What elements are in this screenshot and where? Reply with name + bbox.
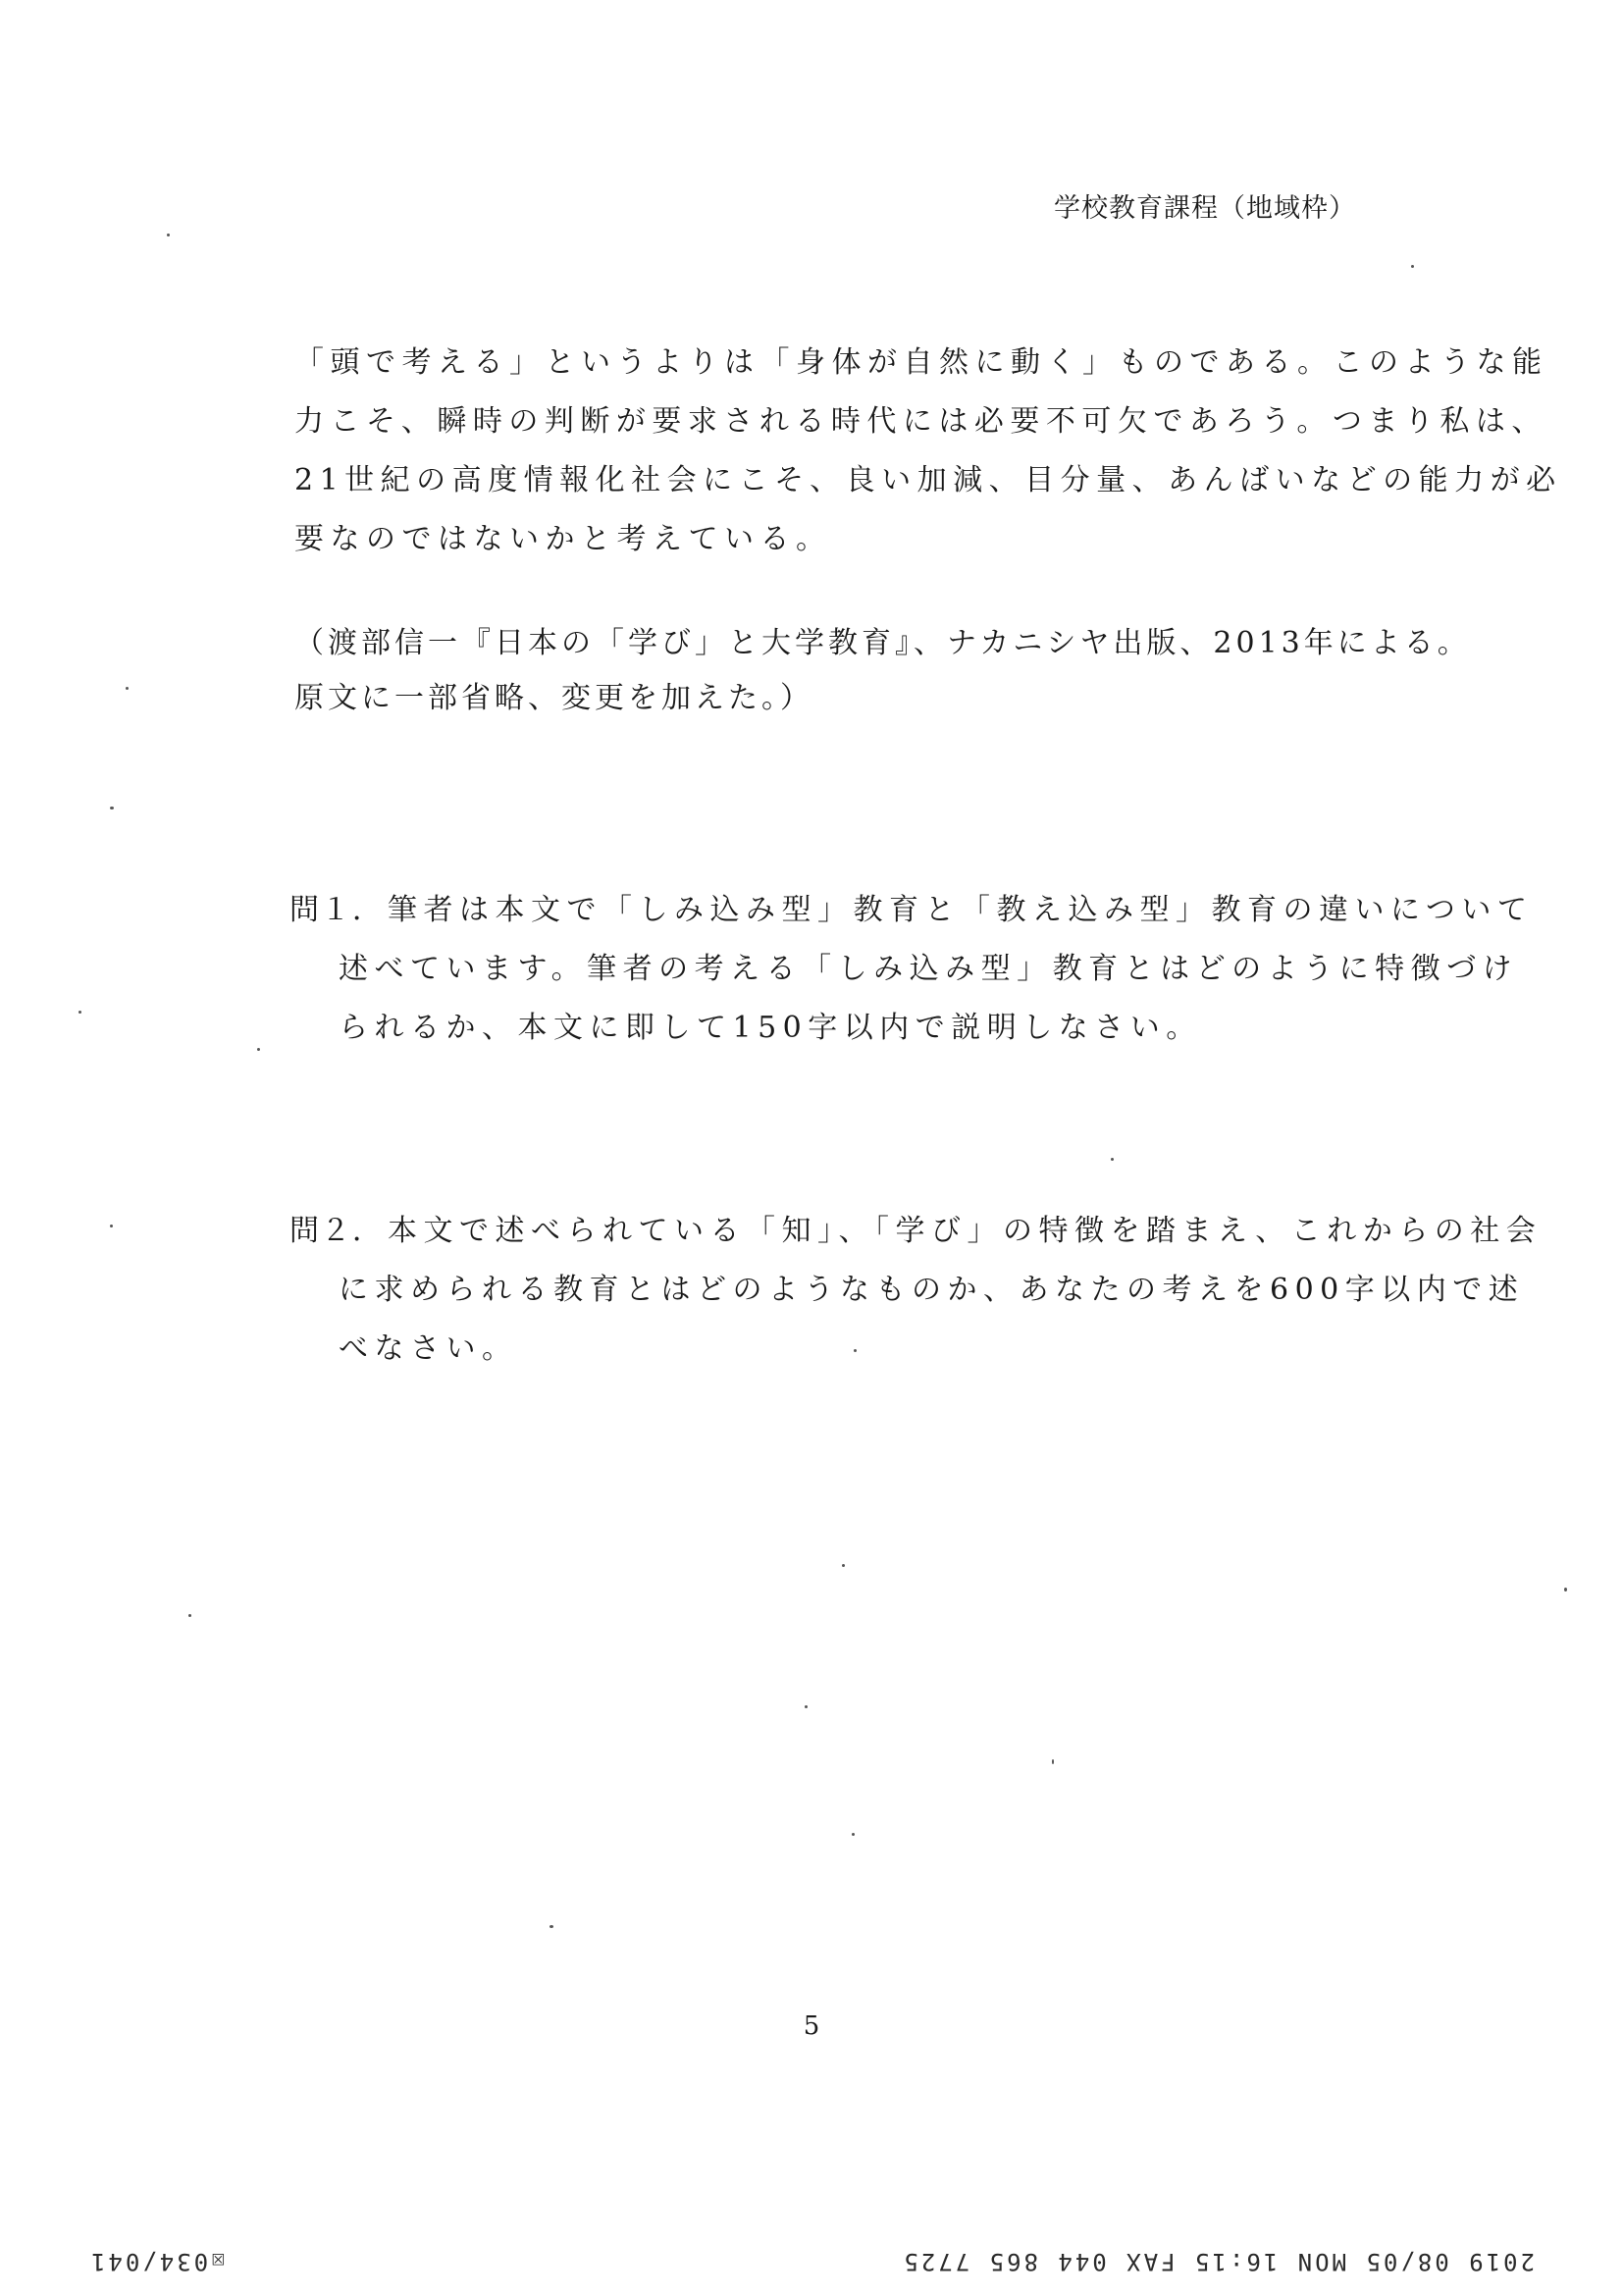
scan-speck — [854, 1349, 857, 1352]
question-line: 述べています。筆者の考える「しみ込み型」教育とはどのように特徴づけ — [339, 952, 1519, 986]
fax-timestamp: 2019 08/05 MON 16:15 FAX 044 865 7725 — [901, 2248, 1535, 2275]
scan-speck — [188, 1614, 191, 1617]
scan-speck — [79, 1011, 81, 1014]
question-2 — [289, 1202, 1543, 1379]
scan-speck — [1111, 1158, 1114, 1161]
question-1 — [289, 881, 1534, 1058]
question-line: べなさい。 — [339, 1331, 518, 1366]
question-line: られるか、本文に即して150字以内で説明しなさい。 — [339, 1011, 1202, 1045]
scan-speck — [110, 1225, 113, 1227]
scan-speck — [1564, 1588, 1567, 1592]
scan-speck — [126, 687, 129, 690]
question-label: 問２． — [289, 1214, 384, 1248]
passage-line: 力こそ、瞬時の判断が要求される時代には必要不可欠であろう。つまり私は、 — [294, 404, 1547, 439]
fax-page-count: ☒034/041 — [88, 2248, 226, 2275]
scan-speck — [1052, 1759, 1054, 1764]
fax-transmission-footer — [88, 2240, 1535, 2275]
question-line: 筆者は本文で「しみ込み型」教育と「教え込み型」教育の違いについて — [388, 893, 1534, 927]
course-header: 学校教育課程（地域枠） — [1054, 193, 1356, 224]
scan-speck — [1411, 265, 1414, 268]
scan-speck — [257, 1048, 260, 1051]
passage-line: 要なのではないかと考えている。 — [294, 522, 832, 556]
citation-line: 原文に一部省略、変更を加えた。） — [294, 681, 813, 715]
question-line: 本文で述べられている「知」、「学び」の特徴を踏まえ、これからの社会 — [388, 1214, 1543, 1248]
scan-speck — [852, 1833, 855, 1836]
question-line: に求められる教育とはどのようなものか、あなたの考えを600字以内で述 — [339, 1273, 1525, 1307]
scan-speck — [110, 807, 114, 809]
source-citation — [294, 616, 1471, 726]
scan-speck — [550, 1925, 553, 1928]
passage-excerpt — [294, 334, 1562, 569]
passage-line: 「頭で考える」というよりは「身体が自然に動く」ものである。このような能 — [294, 345, 1548, 380]
scan-speck — [167, 234, 170, 236]
scan-speck — [805, 1705, 808, 1708]
scan-speck — [842, 1564, 845, 1567]
passage-line: 21世紀の高度情報化社会にこそ、良い加減、目分量、あんばいなどの能力が必 — [294, 463, 1562, 497]
question-label: 問１． — [289, 893, 384, 927]
page-number: 5 — [803, 2011, 820, 2041]
citation-line: （渡部信一『日本の「学び」と大学教育』、ナカニシヤ出版、2013年による。 — [294, 626, 1471, 660]
